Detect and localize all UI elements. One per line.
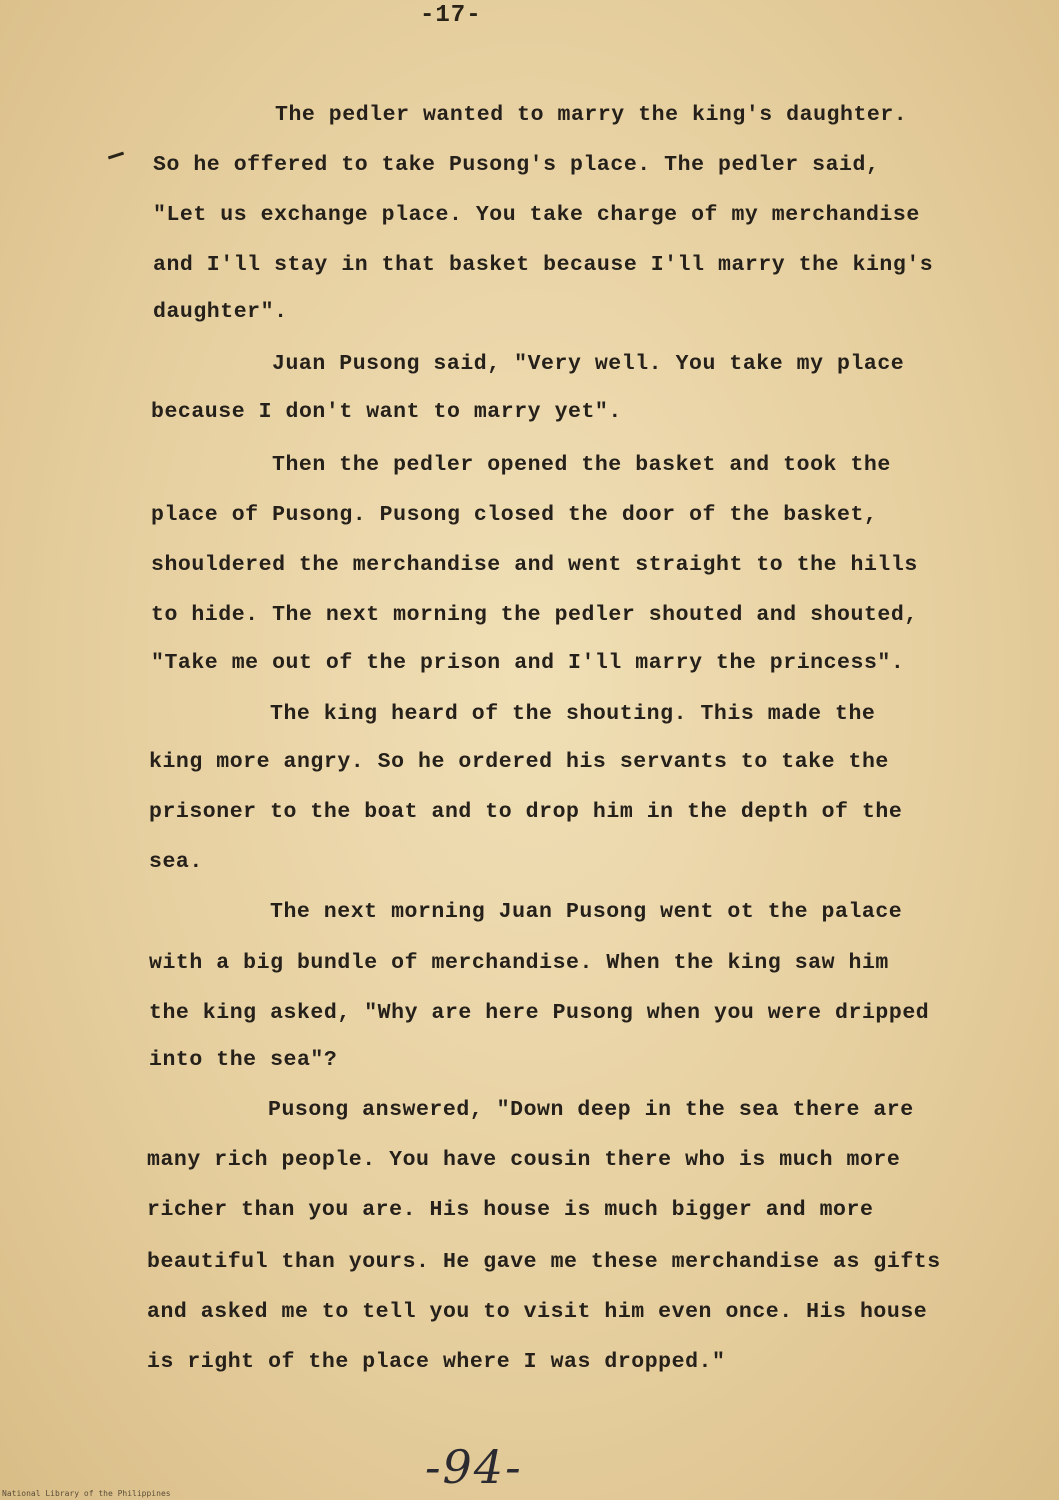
text-line: into the sea"? bbox=[149, 1048, 338, 1072]
text-line: to hide. The next morning the pedler shouted and shouted, bbox=[151, 603, 918, 627]
text-line: richer than you are. His house is much bigger and more bbox=[147, 1198, 874, 1222]
text-line: Pusong answered, "Down deep in the sea there are bbox=[268, 1098, 914, 1122]
text-line: sea. bbox=[149, 850, 203, 874]
text-line: Juan Pusong said, "Very well. You take my place bbox=[272, 352, 905, 376]
text-line: many rich people. You have cousin there who is much more bbox=[147, 1148, 901, 1172]
archive-stamp: National Library of the Philippines bbox=[2, 1489, 171, 1498]
text-line: and I'll stay in that basket because I'll marry the king's bbox=[153, 253, 934, 277]
text-line: beautiful than yours. He gave me these merchandise as gifts bbox=[147, 1250, 941, 1274]
text-line: So he offered to take Pusong's place. The pedler said, bbox=[153, 153, 880, 177]
text-line: is right of the place where I was dropped." bbox=[147, 1350, 726, 1374]
text-line: Then the pedler opened the basket and took the bbox=[272, 453, 891, 477]
text-line: because I don't want to marry yet". bbox=[151, 400, 622, 424]
handwritten-page-number: -94- bbox=[425, 1440, 523, 1494]
margin-mark bbox=[108, 152, 124, 160]
text-line: shouldered the merchandise and went straight to the hills bbox=[151, 553, 918, 577]
text-line: place of Pusong. Pusong closed the door of the basket, bbox=[151, 503, 878, 527]
text-line: "Take me out of the prison and I'll marry the princess". bbox=[151, 651, 905, 675]
text-line: with a big bundle of merchandise. When the king saw him bbox=[149, 951, 889, 975]
text-line: The king heard of the shouting. This made the bbox=[270, 702, 876, 726]
text-line: and asked me to tell you to visit him even once. His house bbox=[147, 1300, 928, 1324]
text-line: daughter". bbox=[153, 300, 288, 324]
page-number: -17- bbox=[420, 2, 482, 29]
text-line: "Let us exchange place. You take charge of my merchandise bbox=[153, 203, 920, 227]
text-line: The next morning Juan Pusong went ot the palace bbox=[270, 900, 903, 924]
text-line: The pedler wanted to marry the king's daughter. bbox=[275, 103, 908, 127]
text-line: king more angry. So he ordered his servants to take the bbox=[149, 750, 889, 774]
text-line: the king asked, "Why are here Pusong when you were dripped bbox=[149, 1001, 930, 1025]
text-line: prisoner to the boat and to drop him in the depth of the bbox=[149, 800, 903, 824]
